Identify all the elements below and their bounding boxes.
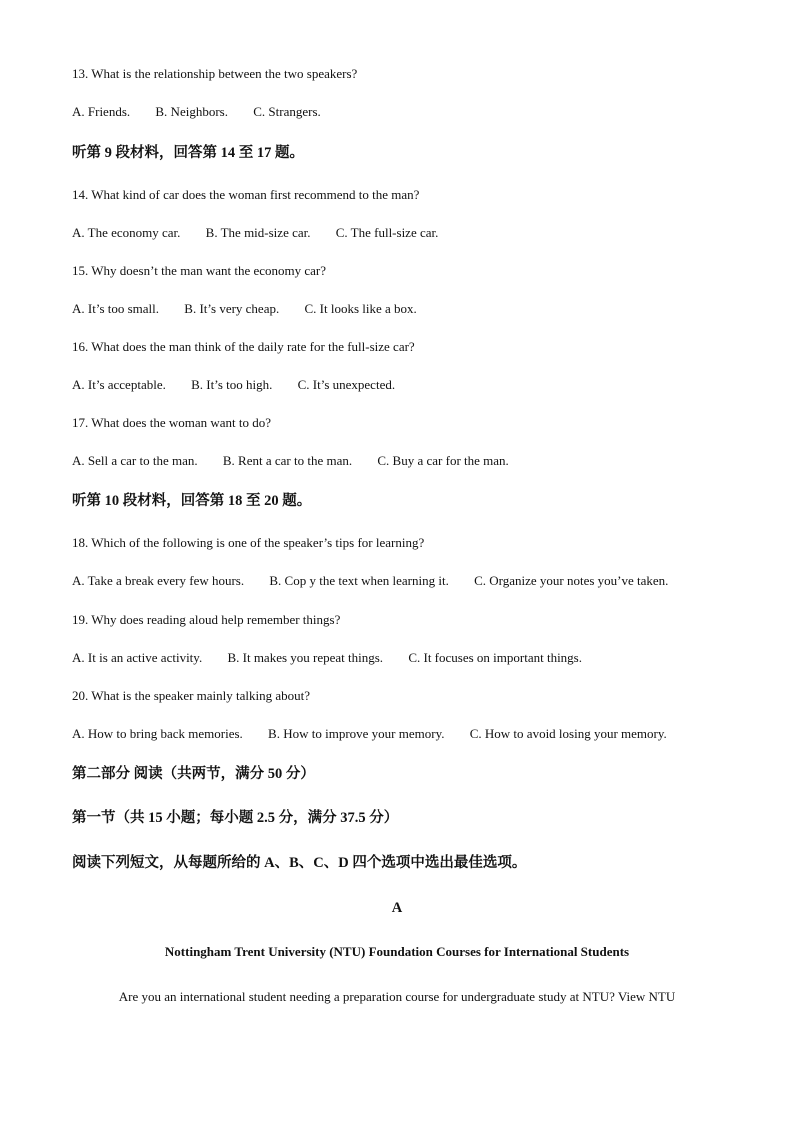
options-18	[72, 573, 668, 589]
options-19	[72, 650, 582, 666]
question-15: 15. Why doesn’t the man want the economy car?	[72, 263, 327, 278]
option-16-a: A. It’s acceptable.	[72, 377, 166, 392]
question-17: 17. What does the woman want to do?	[72, 415, 272, 430]
passage-title: Nottingham Trent University (NTU) Foundation Courses for International Students	[164, 944, 630, 959]
option-19-b: B. It makes you repeat things.	[227, 650, 384, 665]
question-18: 18. Which of the following is one of the speaker’s tips for learning?	[72, 535, 425, 550]
option-15-b: B. It’s very cheap.	[184, 301, 280, 316]
question-13: 13. What is the relationship between the two speakers?	[72, 66, 358, 81]
options-16	[72, 377, 395, 393]
option-14-c: C. The full-size car.	[335, 225, 439, 240]
option-20-b: B. How to improve your memory.	[268, 726, 445, 741]
options-20	[72, 726, 667, 742]
section-10-heading: 听第 10 段材料，回答第 18 至 20 题。	[72, 493, 312, 509]
option-17-b: B. Rent a car to the man.	[222, 453, 353, 468]
option-19-a: A. It is an active activity.	[72, 650, 203, 665]
option-13-a: A. Friends.	[72, 104, 131, 119]
section-9-heading: 听第 9 段材料，回答第 14 至 17 题。	[72, 145, 304, 161]
part-2-heading: 第二部分 阅读（共两节，满分 50 分）	[72, 766, 315, 782]
options-13	[72, 104, 321, 120]
option-16-c: C. It’s unexpected.	[297, 377, 396, 392]
options-14	[72, 225, 438, 241]
option-17-c: C. Buy a car for the man.	[377, 453, 509, 468]
question-14: 14. What kind of car does the woman first recommend to the man?	[72, 187, 420, 202]
options-17	[72, 453, 509, 469]
part-2-instructions: 阅读下列短文，从每题所给的 A、B、C、D 四个选项中选出最佳选项。	[72, 855, 527, 871]
option-20-a: A. How to bring back memories.	[72, 726, 243, 741]
option-14-a: A. The economy car.	[72, 225, 181, 240]
option-16-b: B. It’s too high.	[191, 377, 273, 392]
passage-first-line: Are you an international student needing a preparation course for undergraduate study at NTU? View NTU	[118, 989, 676, 1004]
question-20: 20. What is the speaker mainly talking about?	[72, 688, 311, 703]
option-18-c: C. Organize your notes you’ve taken.	[474, 573, 669, 588]
option-19-c: C. It focuses on important things.	[408, 650, 582, 665]
question-16: 16. What does the man think of the daily rate for the full-size car?	[72, 339, 415, 354]
option-17-a: A. Sell a car to the man.	[72, 453, 198, 468]
option-18-b: B. Cop y the text when learning it.	[269, 573, 449, 588]
option-15-c: C. It looks like a box.	[304, 301, 417, 316]
part-2-section-1-heading: 第一节（共 15 小题；每小题 2.5 分，满分 37.5 分）	[72, 810, 399, 826]
option-14-b: B. The mid-size car.	[205, 225, 311, 240]
question-19: 19. Why does reading aloud help remember things?	[72, 612, 341, 627]
options-15	[72, 301, 417, 317]
option-20-c: C. How to avoid losing your memory.	[469, 726, 667, 741]
option-18-a: A. Take a break every few hours.	[72, 573, 245, 588]
option-13-b: B. Neighbors.	[155, 104, 228, 119]
option-13-c: C. Strangers.	[253, 104, 321, 119]
passage-label: A	[391, 900, 403, 916]
option-15-a: A. It’s too small.	[72, 301, 160, 316]
